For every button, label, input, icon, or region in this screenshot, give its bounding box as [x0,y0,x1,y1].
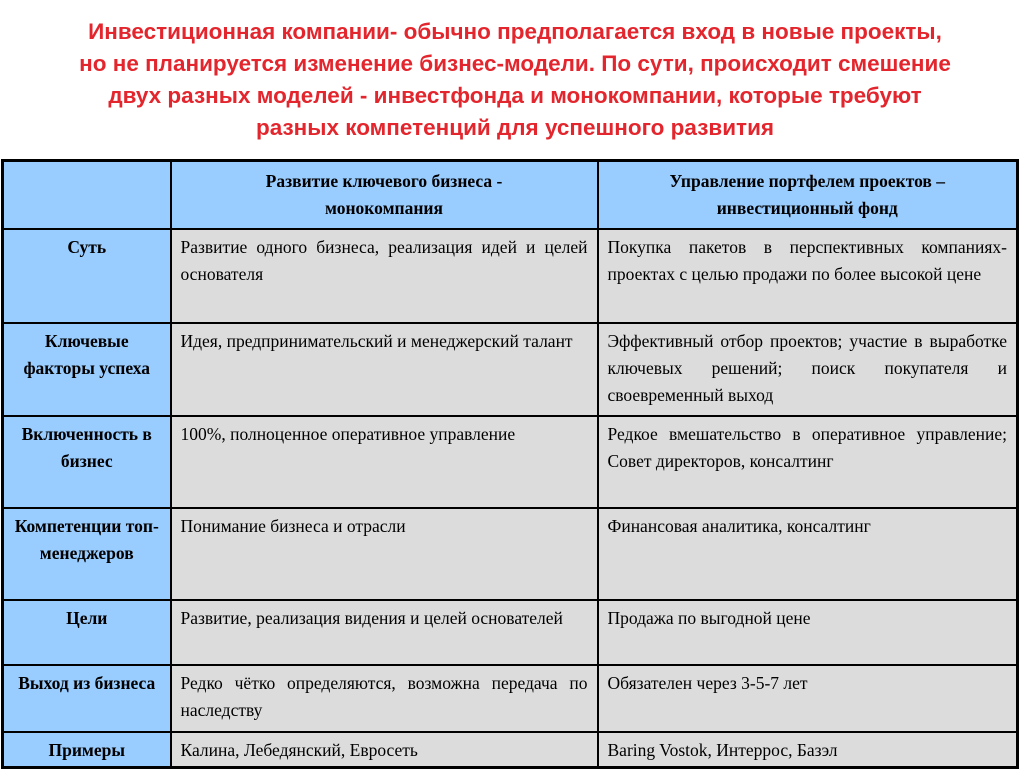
mono-cell: Калина, Лебедянский, Евросеть [171,732,598,768]
fund-cell: Покупка пакетов в перспективных компаниях-проектах с целью продажи по более высокой цене [598,229,1018,323]
table-header-row [3,161,1018,229]
table-row [3,323,1018,416]
fund-cell: Обязателен через 3-5-7 лет [598,665,1018,732]
table-row [3,508,1018,600]
fund-cell: Редкое вмешательство в оперативное управление; Совет директоров, консалтинг [598,416,1018,508]
row-label: Включенность в бизнес [3,416,171,508]
table-row [3,229,1018,323]
title-line: но не планируется изменение бизнес-модели. По сути, происходит смешение [79,51,951,76]
fund-cell: Эффективный отбор проектов; участие в выработке ключевых решений; поиск покупателя и своевременный выход [598,323,1018,416]
row-label: Цели [3,600,171,665]
mono-cell: 100%, полноценное оперативное управление [171,416,598,508]
mono-cell: Развитие, реализация видения и целей основателей [171,600,598,665]
title-line: Инвестиционная компании- обычно предполагается вход в новые проекты, [88,19,942,44]
mono-cell: Редко чётко определяются, возможна передача по наследству [171,665,598,732]
header-empty [3,161,171,229]
table-row [3,416,1018,508]
mono-cell: Идея, предпринимательский и менеджерский талант [171,323,598,416]
mono-cell: Понимание бизнеса и отрасли [171,508,598,600]
row-label: Примеры [3,732,171,768]
title-line: разных компетенций для успешного развития [255,115,775,140]
header-fund: Управление портфелем проектов – инвестиционный фонд [598,161,1018,229]
fund-cell: Финансовая аналитика, консалтинг [598,508,1018,600]
table-row [3,600,1018,665]
row-label: Компетенции топ-менеджеров [3,508,171,600]
header-monocompany: Развитие ключевого бизнеса - монокомпания [171,161,598,229]
mono-cell: Развитие одного бизнеса, реализация идей и целей основателя [171,229,598,323]
fund-cell: Baring Vostok, Интеррос, Базэл [598,732,1018,768]
row-label: Выход из бизнеса [3,665,171,732]
slide-title [20,16,1010,144]
row-label: Суть [3,229,171,323]
comparison-table [1,159,1019,769]
row-label: Ключевые факторы успеха [3,323,171,416]
table-row [3,732,1018,768]
fund-cell: Продажа по выгодной цене [598,600,1018,665]
table-row [3,665,1018,732]
title-line: двух разных моделей - инвестфонда и монокомпании, которые требуют [108,83,922,108]
